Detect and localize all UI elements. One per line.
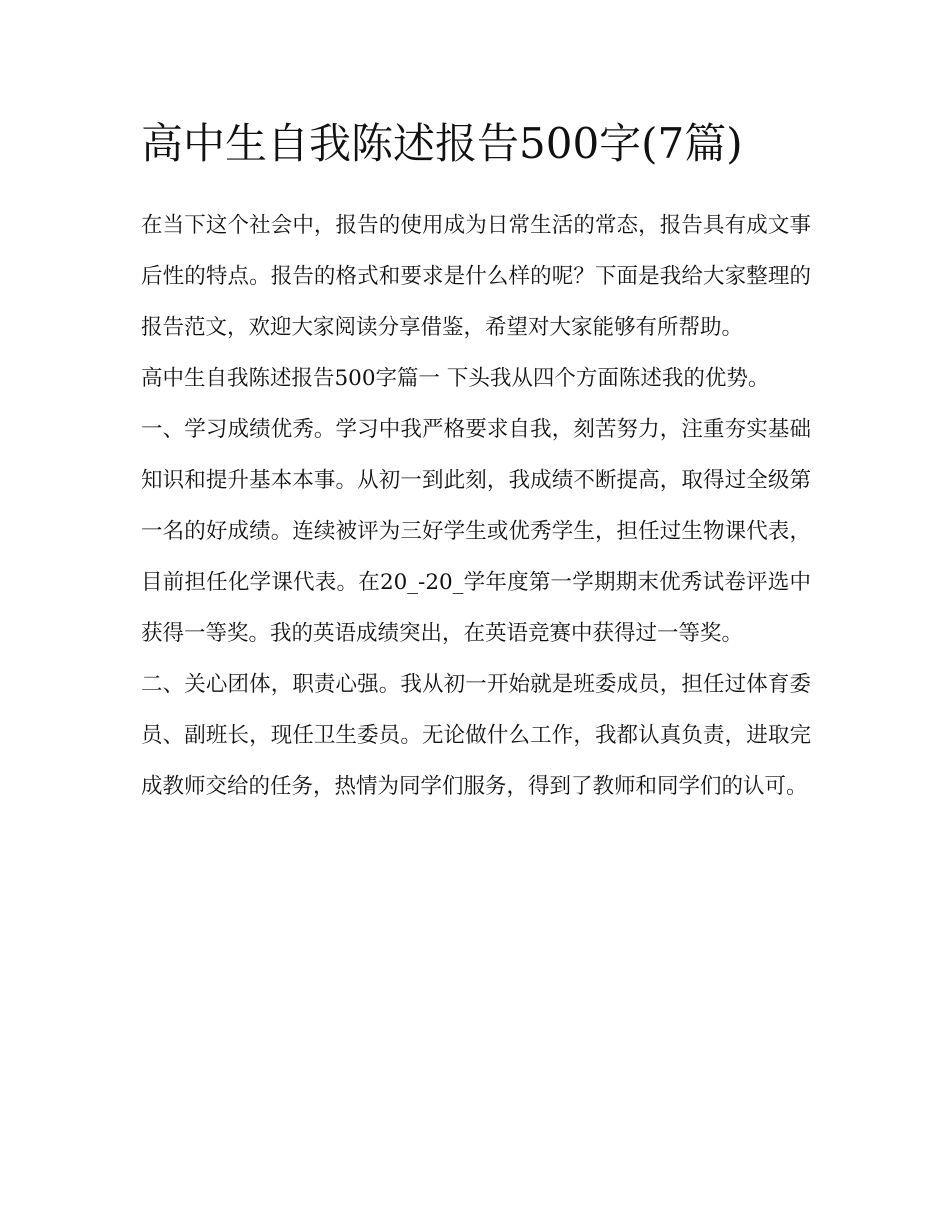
document-page: [141, 112, 811, 812]
point-one-paragraph: 一、学习成绩优秀。学习中我严格要求自我，刻苦努力，注重夯实基础知识和提升基本本事。从初一到此刻，我成绩不断提高，取得过全级第一名的好成绩。连续被评为三好学生或优秀学生，担任过生物课代表，目前担任化学课代表。在20_-20_学年度第一学期期末优秀试卷评选中获得一等奖。我的英语成绩突出，在英语竞赛中获得过一等奖。: [141, 417, 811, 646]
section-one-heading-paragraph: 高中生自我陈述报告500字篇一 下头我从四个方面陈述我的优势。: [141, 366, 770, 391]
document-title: 高中生自我陈述报告500字(7篇): [141, 119, 743, 168]
point-two-paragraph: 二、关心团体，职责心强。我从初一开始就是班委成员，担任过体育委员、副班长，现任卫生委员。无论做什么工作，我都认真负责，进取完成教师交给的任务，热情为同学们服务，得到了教师和同学们的认可。: [141, 672, 811, 799]
intro-paragraph: 在当下这个社会中，报告的使用成为日常生活的常态，报告具有成文事后性的特点。报告的格式和要求是什么样的呢？下面是我给大家整理的报告范文，欢迎大家阅读分享借鉴，希望对大家能够有所帮助。: [141, 213, 811, 340]
